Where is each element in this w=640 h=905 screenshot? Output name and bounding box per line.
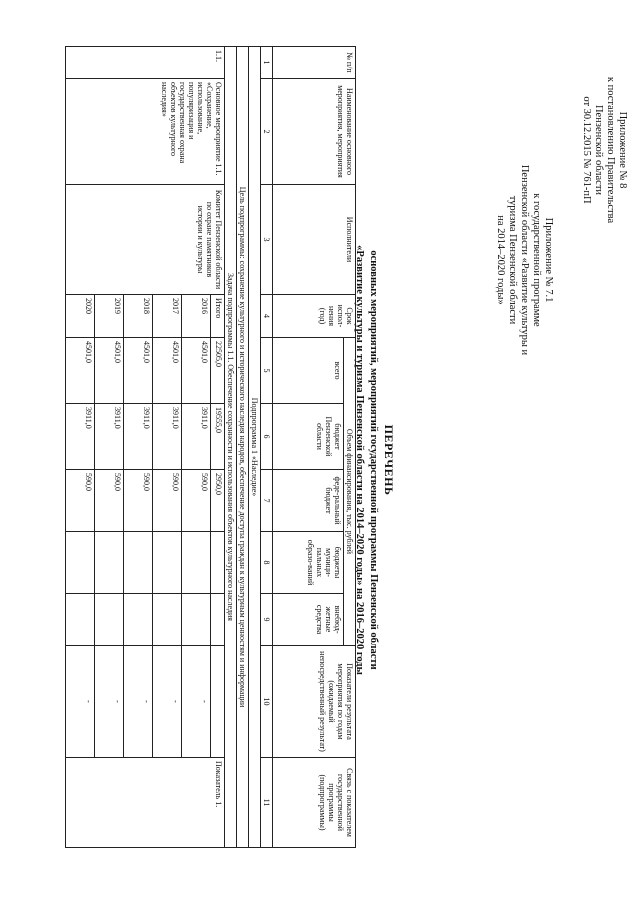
municipal-cell <box>95 532 124 594</box>
total-cell: 4501,0 <box>66 338 95 404</box>
offbudget-cell <box>124 594 153 646</box>
appendix-7-1-line4: туризма Пензенской области <box>507 195 518 325</box>
col-number: 6 <box>261 404 273 470</box>
municipal-cell <box>66 532 95 594</box>
offbudget-cell <box>182 594 211 646</box>
measures-table <box>65 46 356 848</box>
regional-cell: 3911,0 <box>182 404 211 470</box>
federal-cell: 590,0 <box>66 470 95 532</box>
header-row-1 <box>344 47 356 848</box>
federal-cell: 590,0 <box>153 470 182 532</box>
regional-cell: 19555,0 <box>211 404 225 470</box>
federal-cell: 590,0 <box>182 470 211 532</box>
term-cell: 2019 <box>95 295 124 338</box>
result-cell: - <box>124 646 153 758</box>
program-link: Показатель 1. <box>66 758 225 848</box>
col-number: 10 <box>261 646 273 758</box>
appendix-7-1-line1: Приложение № 7.1 <box>543 217 554 303</box>
result-cell: - <box>66 646 95 758</box>
regional-cell: 3911,0 <box>153 404 182 470</box>
subprogram-row <box>249 47 261 848</box>
offbudget-cell <box>66 594 95 646</box>
table-row <box>211 47 225 848</box>
appendix-7-1-line3: Пензенской области «Развитие культуры и <box>519 164 530 356</box>
appendix-8-line2: к постановлению Правительства <box>605 76 616 224</box>
subprogram-title: Подпрограмма 1 «Наследие» <box>249 47 261 848</box>
title-line2: «Развитие культуры и туризма Пензенской области на 2014–2020 годы» на 2016–2020 годы <box>354 245 365 675</box>
header-total: всего <box>273 338 344 404</box>
total-cell: 22505,0 <box>211 338 225 404</box>
col-number: 2 <box>261 79 273 185</box>
federal-cell: 590,0 <box>124 470 153 532</box>
appendix-8-line4: от 30.12.2015 № 761-пП <box>581 96 592 204</box>
header-name: Наименование основного мероприятия, мероприятия <box>273 79 356 185</box>
municipal-cell <box>182 532 211 594</box>
col-number: 9 <box>261 594 273 646</box>
federal-cell: 590,0 <box>95 470 124 532</box>
result-cell: - <box>182 646 211 758</box>
header-executor: Исполнители <box>273 185 356 295</box>
term-cell: Итого <box>211 295 225 338</box>
task-row <box>225 47 237 848</box>
appendix-7-1-line5: на 2014–2020 годы» <box>495 215 506 305</box>
column-number-row <box>261 47 273 848</box>
header-regional: бюджет Пензенской области <box>273 404 344 470</box>
header-municipal: бюджеты муници-пальных образо-ваний <box>273 532 344 594</box>
title-line1: основных мероприятий, мероприятий государственной программы Пензенской области <box>368 250 379 670</box>
appendix-7-1-line2: к государственной программе <box>531 193 542 327</box>
offbudget-cell <box>95 594 124 646</box>
header-link: Связь с показателем государственной программы (подпрограммы) <box>273 758 356 848</box>
result-cell <box>211 646 225 758</box>
municipal-cell <box>153 532 182 594</box>
measure-name: Основное мероприятие 1.1. «Сохранение, использование, популяризация и государственная охрана объектов культурного наследия» <box>66 79 225 185</box>
col-number: 5 <box>261 338 273 404</box>
regional-cell: 3911,0 <box>124 404 153 470</box>
offbudget-cell <box>211 594 225 646</box>
municipal-cell <box>211 532 225 594</box>
total-cell: 4501,0 <box>124 338 153 404</box>
total-cell: 4501,0 <box>153 338 182 404</box>
col-number: 4 <box>261 295 273 338</box>
term-cell: 2016 <box>182 295 211 338</box>
measure-executor: Комитет Пензенской области по охране памятников истории и культуры <box>66 185 225 295</box>
header-funding: Объем финансирования, тыс. рублей <box>344 338 356 646</box>
col-number: 8 <box>261 532 273 594</box>
subprogram-goal: Цель подпрограммы: сохранение культурного и исторического наследия народов, обеспечение доступа граждан к культурным ценностям и информации <box>237 47 249 848</box>
col-number: 11 <box>261 758 273 848</box>
header-num: № п/п <box>273 47 356 79</box>
col-number: 3 <box>261 185 273 295</box>
document-title <box>353 60 396 860</box>
term-cell: 2018 <box>124 295 153 338</box>
header-term: Срок испол-нения (год) <box>273 295 356 338</box>
term-cell: 2020 <box>66 295 95 338</box>
appendix-8-block <box>580 20 628 280</box>
appendix-8-line1: Приложение № 8 <box>617 111 628 189</box>
appendix-8-line3: Пензенской области <box>593 104 604 196</box>
federal-cell: 2950,0 <box>211 470 225 532</box>
result-cell: - <box>95 646 124 758</box>
col-number: 7 <box>261 470 273 532</box>
municipal-cell <box>124 532 153 594</box>
offbudget-cell <box>153 594 182 646</box>
term-cell: 2017 <box>153 295 182 338</box>
regional-cell: 3911,0 <box>95 404 124 470</box>
header-offbudget: внебюд-жетные средства <box>273 594 344 646</box>
col-number: 1 <box>261 47 273 79</box>
goal-row <box>237 47 249 848</box>
regional-cell: 3911,0 <box>66 404 95 470</box>
total-cell: 4501,0 <box>95 338 124 404</box>
title-main: ПЕРЕЧЕНЬ <box>382 424 396 496</box>
header-result: Показатели результата мероприятия по годам (ожидаемый непосредственный результат) <box>273 646 356 758</box>
total-cell: 4501,0 <box>182 338 211 404</box>
appendix-7-1-block <box>494 110 554 410</box>
result-cell: - <box>153 646 182 758</box>
subprogram-task: Задача подпрограммы 1.1. Обеспечение сохранности и использования объектов культурного наследия <box>225 47 237 848</box>
header-federal: феде-ральный бюджет <box>273 470 344 532</box>
row-number: 1.1. <box>66 47 225 79</box>
